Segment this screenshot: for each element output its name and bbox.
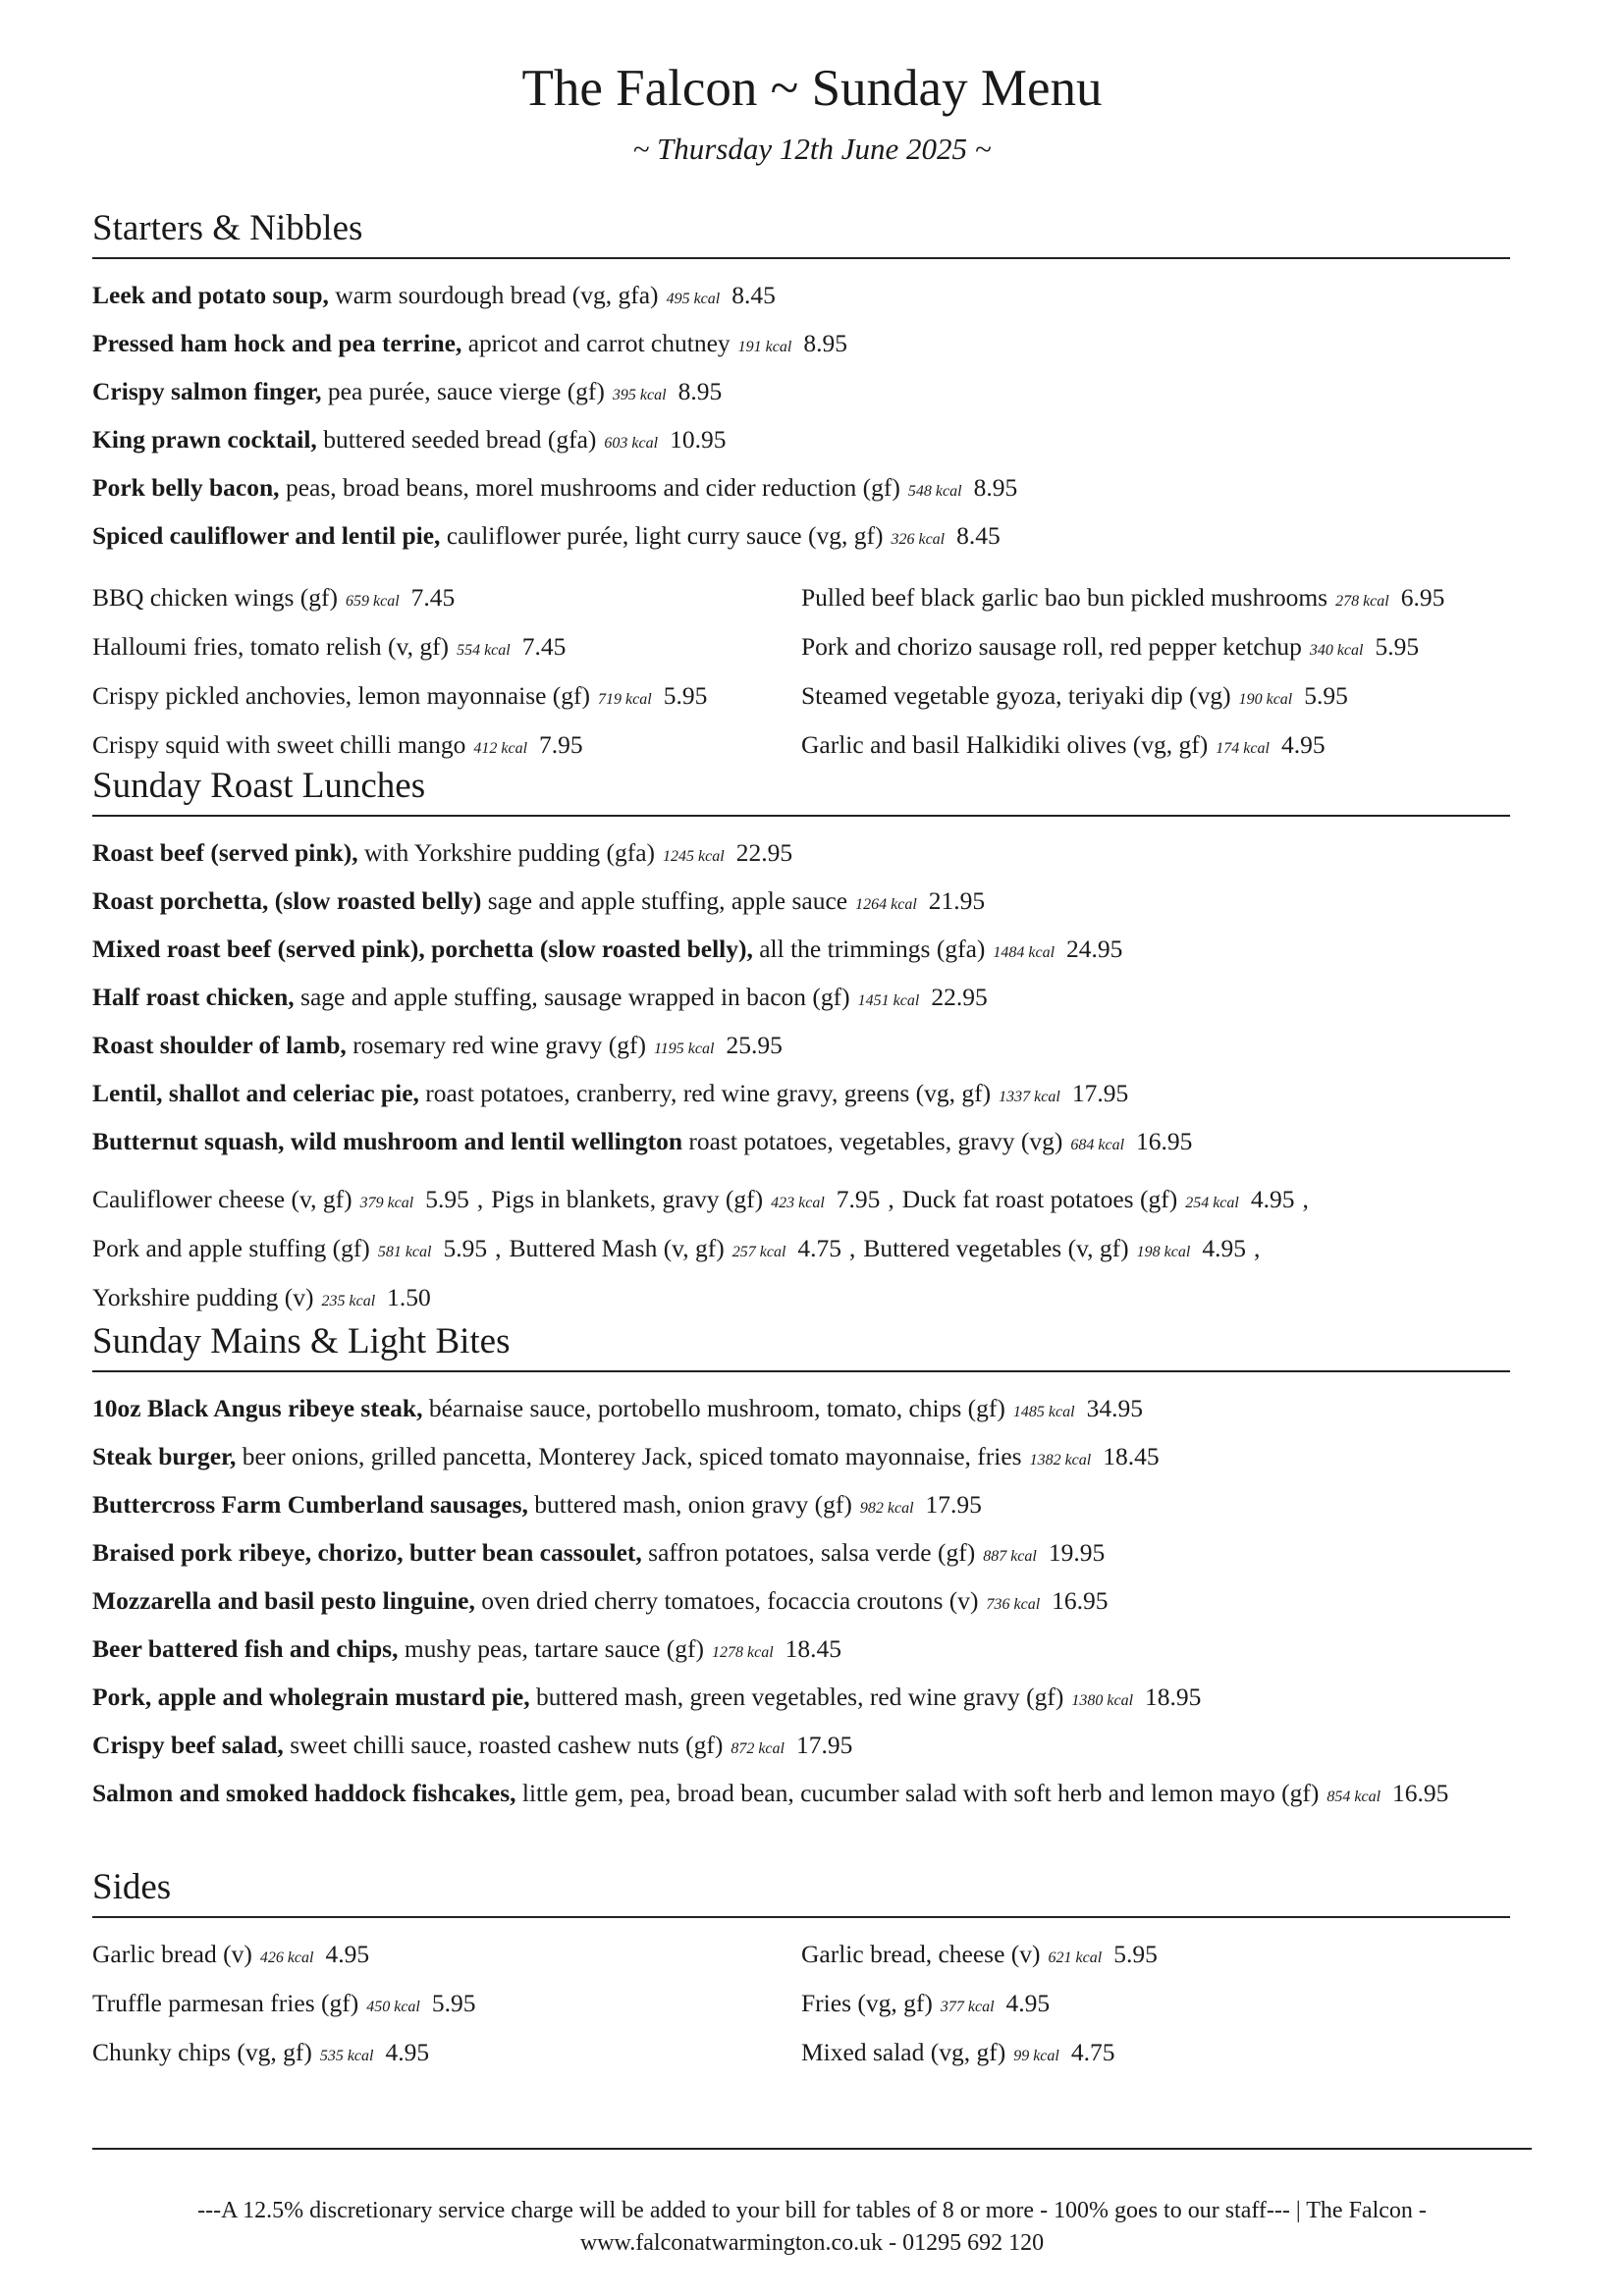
menu-item-price: 16.95: [1136, 1127, 1193, 1155]
menu-item-price: 34.95: [1086, 1394, 1143, 1422]
menu-item-description: all the trimmings (gfa): [759, 934, 986, 963]
starters-list: [92, 273, 1510, 561]
menu-item-kcal: 190 kcal: [1238, 691, 1293, 708]
menu-item-price: 22.95: [735, 838, 793, 867]
menu-item-name: Crispy salmon finger,: [92, 377, 322, 405]
menu-item-kcal: 887 kcal: [983, 1548, 1037, 1565]
menu-item-kcal: 1195 kcal: [653, 1041, 715, 1057]
menu-item-kcal: 736 kcal: [986, 1596, 1041, 1613]
menu-item: [92, 273, 1510, 321]
extra-kcal: 379 kcal: [359, 1195, 414, 1211]
section-starters: [92, 206, 1510, 772]
menu-item-kcal: 854 kcal: [1326, 1789, 1381, 1805]
menu-item-description: apricot and carrot chutney: [467, 329, 731, 357]
menu-item-price: 5.95: [1375, 632, 1420, 661]
extra-separator: ,: [1302, 1185, 1309, 1213]
menu-item-description: sage and apple stuffing, apple sauce: [487, 886, 848, 915]
menu-item: [92, 879, 1510, 927]
menu-item: [92, 1386, 1510, 1434]
menu-item-price: 22.95: [931, 983, 988, 1011]
menu-item-kcal: 1278 kcal: [712, 1644, 774, 1661]
menu-item: [92, 1023, 1510, 1071]
menu-item-kcal: 1337 kcal: [999, 1089, 1060, 1105]
sides-grid: [92, 1932, 1510, 2079]
menu-item-description: little gem, pea, broad bean, cucumber salad with soft herb and lemon mayo (gf): [521, 1779, 1320, 1807]
menu-item-price: 4.75: [1070, 2038, 1115, 2066]
menu-item-price: 5.95: [1113, 1940, 1158, 1968]
menu-item: [92, 975, 1510, 1023]
menu-item-name: Crispy beef salad,: [92, 1731, 284, 1759]
menu-item-kcal: 1380 kcal: [1071, 1692, 1134, 1709]
menu-item: [92, 1723, 1510, 1771]
menu-item: [92, 1932, 801, 1981]
menu-item: [92, 1771, 1510, 1819]
section-title-mains: Sunday Mains & Light Bites: [92, 1319, 1510, 1372]
menu-item: [801, 2030, 1510, 2079]
menu-item-kcal: 495 kcal: [666, 291, 721, 307]
menu-item-price: 5.95: [1304, 681, 1348, 710]
menu-item-price: 24.95: [1066, 934, 1123, 963]
menu-item-name: Spiced cauliflower and lentil pie,: [92, 521, 441, 550]
section-roasts: [92, 764, 1510, 1324]
roasts-list: [92, 830, 1510, 1167]
menu-item-price: 4.95: [1005, 1989, 1051, 2017]
extra-description: Duck fat roast potatoes (gf): [901, 1185, 1178, 1213]
menu-item-kcal: 1264 kcal: [855, 896, 917, 913]
menu-item-price: 7.45: [410, 583, 456, 612]
menu-item-kcal: 395 kcal: [612, 387, 667, 403]
menu-item: [92, 321, 1510, 369]
menu-item-description: buttered mash, onion gravy (gf): [534, 1490, 852, 1519]
menu-item-description: buttered seeded bread (gfa): [323, 425, 597, 454]
extra-description: Yorkshire pudding (v): [92, 1283, 314, 1311]
menu-item-name: Roast porchetta, (slow roasted belly): [92, 886, 482, 915]
menu-item-kcal: 719 kcal: [598, 691, 652, 708]
mains-list: [92, 1386, 1510, 1819]
menu-item-description: pea purée, sauce vierge (gf): [327, 377, 605, 405]
menu-item: [92, 1675, 1510, 1723]
menu-item: [92, 465, 1510, 513]
menu-item-price: 18.95: [1145, 1682, 1202, 1711]
menu-item: [801, 1932, 1510, 1981]
menu-item-price: 18.45: [1103, 1442, 1160, 1470]
roast-extras-row: [92, 1226, 1510, 1275]
menu-item: [801, 1981, 1510, 2030]
menu-item: [92, 417, 1510, 465]
section-mains: [92, 1319, 1510, 1819]
menu-item-kcal: 535 kcal: [319, 2048, 374, 2064]
extra-description: Pigs in blankets, gravy (gf): [491, 1185, 764, 1213]
menu-item-description: Crispy pickled anchovies, lemon mayonnaise (gf): [92, 681, 591, 710]
extra-description: Pork and apple stuffing (gf): [92, 1234, 370, 1262]
menu-item-name: Roast beef (served pink),: [92, 838, 358, 867]
menu-item-description: rosemary red wine gravy (gf): [352, 1031, 646, 1059]
menu-item: [92, 830, 1510, 879]
menu-item-description: Crispy squid with sweet chilli mango: [92, 730, 466, 759]
menu-item-description: Garlic and basil Halkidiki olives (vg, gf): [801, 730, 1209, 759]
menu-item-price: 17.95: [925, 1490, 982, 1519]
menu-item-name: Steak burger,: [92, 1442, 237, 1470]
menu-item-description: Halloumi fries, tomato relish (v, gf): [92, 632, 450, 661]
menu-item-description: roast potatoes, vegetables, gravy (vg): [688, 1127, 1063, 1155]
menu-item-price: 16.95: [1392, 1779, 1449, 1807]
roast-extras: [92, 1177, 1510, 1324]
menu-item-name: Pork belly bacon,: [92, 473, 280, 502]
sides-left-column: [92, 1932, 801, 2079]
menu-item-description: Garlic bread, cheese (v): [801, 1940, 1041, 1968]
menu-item-kcal: 1451 kcal: [857, 992, 920, 1009]
menu-item-kcal: 278 kcal: [1335, 593, 1389, 610]
menu-item-description: with Yorkshire pudding (gfa): [363, 838, 656, 867]
nibbles-grid: [92, 575, 1510, 772]
extra-description: Buttered Mash (v, gf): [509, 1234, 725, 1262]
menu-item: [92, 1578, 1510, 1627]
menu-item-kcal: 1245 kcal: [663, 848, 725, 865]
menu-item-price: 17.95: [795, 1731, 853, 1759]
menu-item-description: Pork and chorizo sausage roll, red pepper ketchup: [801, 632, 1302, 661]
extra-price: 1.50: [387, 1283, 431, 1311]
menu-item: [92, 575, 801, 624]
menu-item: [92, 1981, 801, 2030]
menu-item: [92, 673, 801, 722]
menu-item-price: 8.45: [731, 281, 776, 309]
extra-separator: ,: [888, 1185, 894, 1213]
menu-item: [92, 927, 1510, 975]
menu-item-kcal: 548 kcal: [907, 483, 962, 500]
roast-extras-row: [92, 1177, 1510, 1226]
menu-item-price: 4.95: [385, 2038, 430, 2066]
menu-item: [92, 1434, 1510, 1482]
menu-item: [92, 1119, 1510, 1167]
menu-item-price: 10.95: [670, 425, 727, 454]
menu-item-description: Fries (vg, gf): [801, 1989, 933, 2017]
menu-item: [92, 624, 801, 673]
menu-item-name: Buttercross Farm Cumberland sausages,: [92, 1490, 528, 1519]
menu-item-kcal: 603 kcal: [604, 435, 659, 452]
menu-item-name: Mixed roast beef (served pink), porchetta (slow roasted belly),: [92, 934, 753, 963]
menu-item-description: Truffle parmesan fries (gf): [92, 1989, 359, 2017]
menu-item-kcal: 412 kcal: [473, 740, 528, 757]
menu-item-kcal: 982 kcal: [859, 1500, 914, 1517]
extra-kcal: 198 kcal: [1136, 1244, 1191, 1260]
menu-item: [92, 1530, 1510, 1578]
extra-kcal: 257 kcal: [731, 1244, 786, 1260]
menu-item-name: Lentil, shallot and celeriac pie,: [92, 1079, 419, 1107]
menu-item-description: Steamed vegetable gyoza, teriyaki dip (vg): [801, 681, 1231, 710]
menu-item-price: 17.95: [1071, 1079, 1129, 1107]
menu-item-description: roast potatoes, cranberry, red wine gravy, greens (vg, gf): [425, 1079, 992, 1107]
menu-item-price: 5.95: [431, 1989, 476, 2017]
extra-price: 5.95: [425, 1185, 469, 1213]
menu-item-kcal: 340 kcal: [1309, 642, 1364, 659]
footer-divider: [92, 2148, 1532, 2150]
menu-item-description: BBQ chicken wings (gf): [92, 583, 338, 612]
menu-date: ~ Thursday 12th June 2025 ~: [632, 132, 992, 166]
extra-separator: ,: [1253, 1234, 1261, 1262]
menu-item-description: buttered mash, green vegetables, red wine gravy (gf): [535, 1682, 1064, 1711]
extra-kcal: 254 kcal: [1185, 1195, 1239, 1211]
nibbles-right-column: [801, 575, 1510, 772]
menu-item-price: 6.95: [1400, 583, 1445, 612]
menu-item-name: 10oz Black Angus ribeye steak,: [92, 1394, 423, 1422]
menu-item-price: 5.95: [663, 681, 708, 710]
menu-item-description: warm sourdough bread (vg, gfa): [335, 281, 659, 309]
extra-kcal: 235 kcal: [321, 1293, 376, 1309]
menu-item-name: Salmon and smoked haddock fishcakes,: [92, 1779, 516, 1807]
menu-item-price: 18.45: [785, 1634, 842, 1663]
menu-item-price: 4.95: [1280, 730, 1326, 759]
menu-item: [92, 1482, 1510, 1530]
menu-item-price: 8.95: [973, 473, 1018, 502]
extra-separator: ,: [476, 1185, 484, 1213]
menu-item: [92, 1071, 1510, 1119]
menu-item-kcal: 621 kcal: [1048, 1949, 1103, 1966]
menu-item-description: peas, broad beans, morel mushrooms and cider reduction (gf): [285, 473, 900, 502]
menu-item-price: 7.45: [521, 632, 567, 661]
extra-separator: ,: [849, 1234, 856, 1262]
extra-kcal: 581 kcal: [377, 1244, 432, 1260]
roast-extras-row: [92, 1275, 1510, 1324]
footer: [0, 2195, 1624, 2260]
menu-item-kcal: 174 kcal: [1216, 740, 1270, 757]
menu-item: [92, 369, 1510, 417]
menu-title: The Falcon ~ Sunday Menu: [521, 60, 1103, 117]
section-title-sides: Sides: [92, 1865, 1510, 1918]
menu-item: [801, 624, 1510, 673]
menu-item-description: oven dried cherry tomatoes, focaccia croutons (v): [481, 1586, 979, 1615]
menu-item-kcal: 1484 kcal: [993, 944, 1056, 961]
menu-item: [801, 575, 1510, 624]
menu-item-price: 4.95: [325, 1940, 370, 1968]
menu-item-kcal: 1485 kcal: [1012, 1404, 1075, 1420]
footer-service-note: ---A 12.5% discretionary service charge will be added to your bill for tables of 8 or more - 100% goes to our staff--- | The Falcon -: [197, 2198, 1427, 2223]
menu-item-price: 8.95: [803, 329, 847, 357]
menu-item-kcal: 377 kcal: [940, 1999, 995, 2015]
menu-item-name: Roast shoulder of lamb,: [92, 1031, 347, 1059]
menu-item-price: 19.95: [1048, 1538, 1106, 1567]
nibbles-left-column: [92, 575, 801, 772]
menu-item-description: Garlic bread (v): [92, 1940, 252, 1968]
menu-item-price: 21.95: [928, 886, 986, 915]
menu-item-kcal: 659 kcal: [346, 593, 400, 610]
menu-item-description: Mixed salad (vg, gf): [801, 2038, 1006, 2066]
extra-description: Cauliflower cheese (v, gf): [92, 1185, 352, 1213]
menu-item-name: Braised pork ribeye, chorizo, butter bean cassoulet,: [92, 1538, 642, 1567]
extra-description: Buttered vegetables (v, gf): [863, 1234, 1129, 1262]
extra-price: 7.95: [836, 1185, 881, 1213]
menu-item-price: 25.95: [726, 1031, 783, 1059]
menu-item-name: Mozzarella and basil pesto linguine,: [92, 1586, 475, 1615]
menu-item-price: 7.95: [539, 730, 583, 759]
extra-price: 4.75: [797, 1234, 842, 1262]
sides-right-column: [801, 1932, 1510, 2079]
extra-price: 4.95: [1250, 1185, 1295, 1213]
menu-item: [92, 1627, 1510, 1675]
extra-separator: ,: [495, 1234, 502, 1262]
menu-item-name: Butternut squash, wild mushroom and lentil wellington: [92, 1127, 683, 1155]
menu-item-kcal: 326 kcal: [891, 531, 946, 548]
menu-item-description: beer onions, grilled pancetta, Monterey Jack, spiced tomato mayonnaise, fries: [242, 1442, 1022, 1470]
section-sides: [92, 1865, 1510, 2079]
footer-contact: www.falconatwarmington.co.uk - 01295 692 120: [579, 2230, 1045, 2256]
menu-item-kcal: 426 kcal: [259, 1949, 314, 1966]
menu-item-kcal: 450 kcal: [366, 1999, 420, 2015]
extra-price: 4.95: [1202, 1234, 1246, 1262]
section-title-starters: Starters & Nibbles: [92, 206, 1510, 259]
menu-item-kcal: 191 kcal: [737, 339, 792, 355]
menu-item-description: Chunky chips (vg, gf): [92, 2038, 312, 2066]
menu-item-name: Pressed ham hock and pea terrine,: [92, 329, 462, 357]
menu-item-name: Half roast chicken,: [92, 983, 295, 1011]
menu-item-name: Leek and potato soup,: [92, 281, 329, 309]
menu-item-kcal: 554 kcal: [457, 642, 511, 659]
menu-item-description: béarnaise sauce, portobello mushroom, tomato, chips (gf): [428, 1394, 1005, 1422]
extra-price: 5.95: [443, 1234, 488, 1262]
menu-item: [92, 2030, 801, 2079]
menu-item-description: sweet chilli sauce, roasted cashew nuts (gf): [290, 1731, 724, 1759]
section-title-roasts: Sunday Roast Lunches: [92, 764, 1510, 817]
menu-item-kcal: 684 kcal: [1070, 1137, 1125, 1153]
menu-item-kcal: 99 kcal: [1013, 2048, 1059, 2064]
menu-item: [801, 673, 1510, 722]
menu-item-name: Beer battered fish and chips,: [92, 1634, 399, 1663]
menu-item-description: Pulled beef black garlic bao bun pickled mushrooms: [801, 583, 1328, 612]
menu-item-kcal: 1382 kcal: [1029, 1452, 1092, 1468]
menu-item-description: mushy peas, tartare sauce (gf): [404, 1634, 704, 1663]
menu-item-price: 8.45: [956, 521, 1001, 550]
menu-item-name: King prawn cocktail,: [92, 425, 317, 454]
menu-item: [92, 513, 1510, 561]
menu-item-kcal: 872 kcal: [731, 1740, 785, 1757]
menu-item-price: 16.95: [1052, 1586, 1109, 1615]
menu-item-description: saffron potatoes, salsa verde (gf): [648, 1538, 976, 1567]
menu-item-description: cauliflower purée, light curry sauce (vg, gf): [446, 521, 884, 550]
menu-item-description: sage and apple stuffing, sausage wrapped in bacon (gf): [300, 983, 850, 1011]
menu-item-price: 8.95: [677, 377, 723, 405]
extra-kcal: 423 kcal: [771, 1195, 825, 1211]
menu-item-name: Pork, apple and wholegrain mustard pie,: [92, 1682, 530, 1711]
